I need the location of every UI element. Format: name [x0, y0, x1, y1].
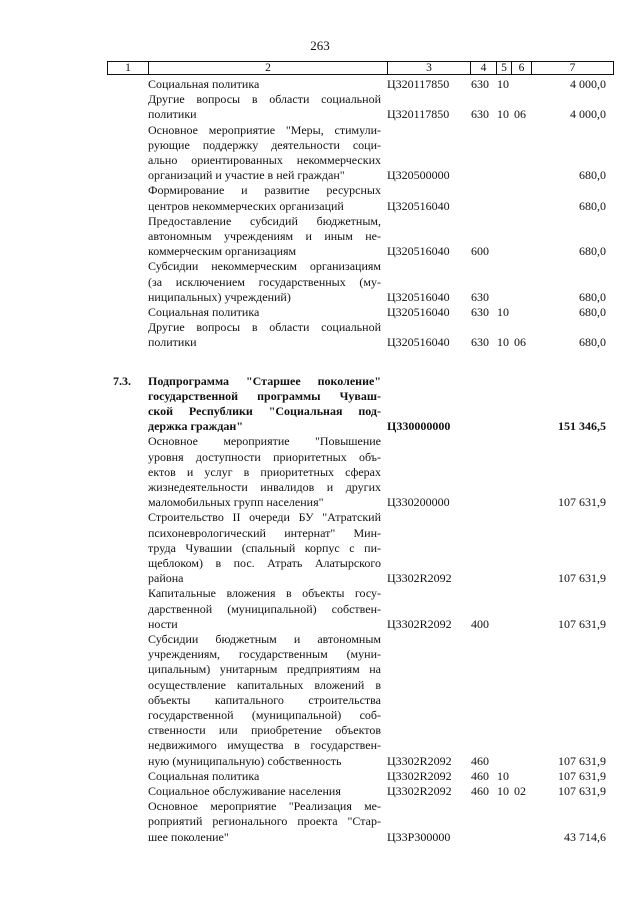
description-line: Другие вопросы в области социальной [148, 92, 381, 107]
row-code: Ц330000000 [387, 419, 451, 434]
row-number: 7.3. [113, 373, 131, 388]
description-line: Социальная политика [148, 768, 260, 783]
row-code: Ц320516040 [387, 244, 450, 259]
description-line: Формирование и развитие ресурсных [148, 183, 381, 198]
table-row [0, 632, 640, 769]
row-value: 680,0 [579, 289, 606, 304]
row-description [148, 784, 381, 799]
description-line: осуществление капитальных вложений в [148, 677, 381, 692]
row-col4: 630 [471, 77, 489, 91]
description-line: учреждениям, государственным (муни- [148, 647, 381, 662]
description-line: политики [148, 107, 197, 122]
description-line: Основное мероприятие "Реализация ме- [148, 799, 381, 814]
row-value: 680,0 [579, 168, 606, 183]
row-description [148, 510, 381, 586]
row-col4: 630 [471, 289, 489, 304]
description-line: уровня доступности приоритетных объ- [148, 449, 381, 464]
description-line: Социальная политика [148, 305, 260, 319]
header-cell: 4 [470, 62, 496, 74]
description-line: Предоставление субсидий бюджетным, [148, 213, 381, 228]
description-line: Подпрограмма "Старшее поколение" [148, 373, 381, 388]
description-line: объекты капитального строительства [148, 692, 381, 707]
description-line: ципальным) унитарным предприятиям на [148, 662, 381, 677]
table-row [0, 123, 640, 184]
row-description [148, 632, 381, 769]
description-line: ную (муниципальную) собственность [148, 753, 342, 768]
description-line: дарственной (муниципальной) собствен- [148, 601, 381, 616]
row-code: Ц3302R2092 [387, 784, 452, 798]
row-col5: 10 [497, 77, 509, 91]
table-row [0, 320, 640, 350]
description-line: Строительство II очереди БУ "Атратский [148, 510, 381, 525]
description-line: жизнедеятельности инвалидов и других [148, 480, 381, 494]
description-line: рующие поддержку деятельности соци- [148, 137, 381, 152]
header-cell: 6 [511, 62, 531, 74]
row-description [148, 77, 381, 92]
description-line: автономным учреждениям и иным не- [148, 229, 381, 243]
description-line: ности [148, 616, 178, 631]
row-code: Ц320117850 [387, 77, 450, 91]
description-line: Капитальные вложения в объекты госу- [148, 586, 381, 601]
row-value: 680,0 [579, 335, 606, 350]
row-code: Ц320500000 [387, 168, 450, 183]
row-code: Ц320516040 [387, 305, 450, 319]
row-value: 107 631,9 [558, 616, 606, 631]
row-description [148, 586, 381, 632]
table-row [0, 434, 640, 510]
header-cell: 2 [148, 62, 387, 74]
row-code: Ц33P300000 [387, 829, 451, 844]
row-description [148, 769, 381, 784]
row-col4: 630 [471, 305, 489, 319]
row-col6: 06 [514, 335, 526, 350]
table-row [0, 259, 640, 305]
row-code: Ц320516040 [387, 198, 450, 213]
row-value: 107 631,9 [558, 784, 606, 798]
description-line: государственной программы Чуваш- [148, 388, 381, 403]
row-col4: 630 [471, 335, 489, 350]
description-line: Основное мероприятие "Повышение [148, 434, 381, 449]
table-row [0, 183, 640, 213]
description-line: района [148, 571, 184, 586]
description-line: психоневрологический интернат" Мин- [148, 525, 381, 540]
header-cell: 7 [531, 62, 613, 74]
row-value: 680,0 [579, 198, 606, 213]
header-cell: 1 [125, 62, 131, 74]
row-value: 107 631,9 [558, 571, 606, 586]
row-code: Ц320516040 [387, 335, 450, 350]
row-value: 107 631,9 [558, 768, 606, 783]
row-col4: 600 [471, 244, 489, 259]
table-row [0, 77, 640, 92]
row-value: 4 000,0 [570, 77, 606, 91]
table-row [0, 799, 640, 845]
description-line: маломобильных групп населения" [148, 495, 324, 510]
row-code: Ц320516040 [387, 289, 450, 304]
row-description [148, 259, 381, 305]
row-col5: 10 [497, 335, 509, 350]
row-code: Ц320117850 [387, 107, 450, 122]
table-row [0, 214, 640, 260]
row-value: 107 631,9 [558, 495, 606, 510]
row-col5: 10 [497, 305, 509, 319]
table-header [107, 61, 614, 75]
row-description [148, 434, 381, 510]
row-description [148, 305, 381, 320]
description-line: Другие вопросы в области социальной [148, 320, 381, 335]
table-row [0, 769, 640, 784]
row-value: 151 346,5 [558, 419, 606, 434]
description-line: ально ориентированных некоммерческих [148, 153, 381, 167]
table-row [0, 92, 640, 122]
row-value: 43 714,6 [564, 829, 606, 844]
row-description [148, 92, 381, 122]
description-line: государственной (муниципальной) соб- [148, 708, 381, 723]
page-number: 263 [310, 38, 330, 53]
description-line: ектов и услуг в приоритетных сферах [148, 464, 381, 479]
row-description [148, 123, 381, 184]
row-description [148, 214, 381, 260]
description-line: труда Чувашии (спальный корпус с пи- [148, 540, 381, 555]
row-col4: 460 [471, 784, 489, 798]
row-code: Ц3302R2092 [387, 753, 452, 768]
row-col5: 10 [497, 768, 509, 783]
description-line: Социальная политика [148, 77, 260, 91]
row-col6: 06 [514, 107, 526, 122]
row-col5: 10 [497, 784, 509, 798]
row-code: Ц3302R2092 [387, 768, 452, 783]
row-code: Ц330200000 [387, 495, 450, 510]
description-line: Социальное обслуживание населения [148, 784, 341, 798]
description-line: Субсидии некоммерческим организациям [148, 259, 381, 274]
row-col4: 460 [471, 753, 489, 768]
description-line: шее поколение" [148, 829, 229, 844]
row-code: Ц3302R2092 [387, 571, 452, 586]
description-line: Субсидии бюджетным и автономным [148, 632, 381, 646]
header-cell: 3 [387, 62, 470, 74]
row-value: 4 000,0 [570, 107, 606, 122]
description-line: политики [148, 335, 197, 350]
row-col4: 400 [471, 616, 489, 631]
description-line: роприятий регионального проекта "Стар- [148, 814, 381, 829]
description-line: Основное мероприятие "Меры, стимули- [148, 122, 381, 137]
description-line: держка граждан" [148, 419, 243, 434]
row-col4: 630 [471, 107, 489, 122]
row-col5: 10 [497, 107, 509, 122]
description-line: ниципальных) учреждений) [148, 289, 291, 304]
table-row [0, 784, 640, 799]
row-col4: 460 [471, 768, 489, 783]
table-row [0, 586, 640, 632]
row-value: 680,0 [579, 305, 606, 319]
description-line: ственности или приобретение объектов [148, 723, 381, 738]
row-description [148, 799, 381, 845]
row-description [148, 374, 381, 435]
row-description [148, 183, 381, 213]
row-value: 680,0 [579, 244, 606, 259]
description-line: щеблоком) в пос. Атрать Алатырского [148, 556, 381, 570]
table-row [0, 374, 640, 435]
row-value: 107 631,9 [558, 753, 606, 768]
table-row [0, 305, 640, 320]
description-line: организаций и участие в ней граждан" [148, 168, 345, 183]
header-cell: 5 [496, 62, 511, 74]
description-line: недвижимого имущества в государствен- [148, 738, 381, 753]
description-line: ской Республики "Социальная под- [148, 404, 381, 418]
row-code: Ц3302R2092 [387, 616, 452, 631]
row-description [148, 320, 381, 350]
row-col6: 02 [514, 784, 526, 798]
description-line: (за исключением государственных (му- [148, 274, 381, 289]
description-line: коммерческим организациям [148, 244, 297, 259]
table-row [0, 510, 640, 586]
description-line: центров некоммерческих организаций [148, 198, 344, 213]
